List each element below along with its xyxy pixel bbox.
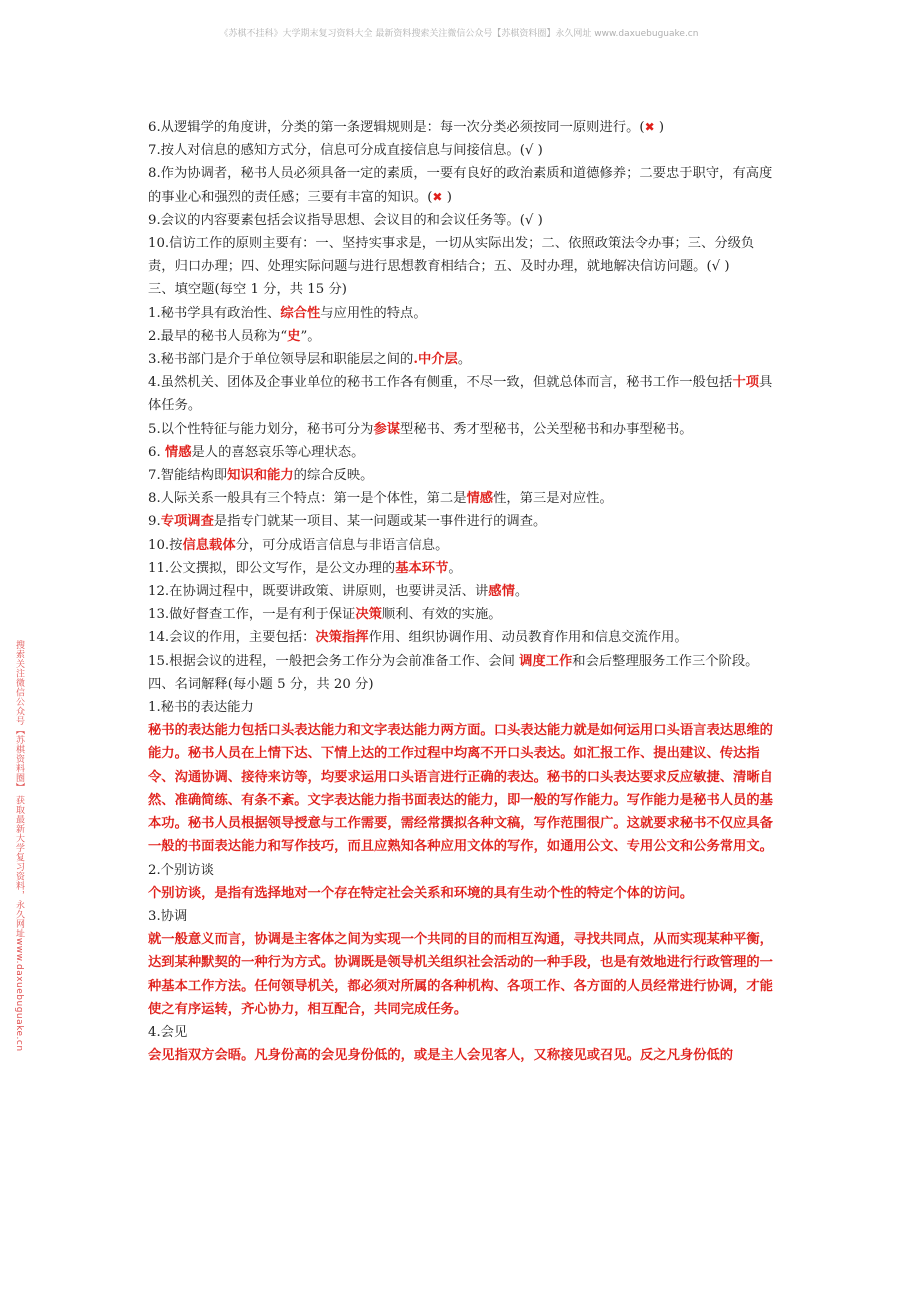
fill-item: 9.专项调查是指专门就某一项目、某一问题或某一事件进行的调查。 (148, 514, 547, 530)
fill-item: 11.公文撰拟，即公文写作，是公文办理的基本环节。 (148, 560, 462, 576)
term-answer: 个别访谈，是指有选择地对一个存在特定社会关系和环境的具有生动个性的特定个体的访问。 (148, 885, 694, 901)
fill-item: 7.智能结构即知识和能力的综合反映。 (148, 468, 374, 484)
term-question: 1.秘书的表达能力 (148, 700, 254, 716)
judge-item: 8.作为协调者，秘书人员必须具备一定的素质，一要有良好的政治素质和道德修养；二要忠于职守，有高度的事业心和强烈的责任感；三要有丰富的知识。(✖ ) (148, 166, 773, 205)
fill-item: 4.虽然机关、团体及企事业单位的秘书工作各有侧重，不尽一致，但就总体而言，秘书工作一般包括十项具体任务。 (148, 375, 773, 414)
term-question: 4.会见 (148, 1024, 188, 1040)
fill-item: 10.按信息载体分，可分成语言信息与非语言信息。 (148, 537, 449, 553)
section-heading: 三、填空题(每空 1 分，共 15 分) (148, 282, 347, 298)
term-answer: 秘书的表达能力包括口头表达能力和文字表达能力两方面。口头表达能力就是如何运用口头语言表达思维的能力。秘书人员在上情下达、下情上达的工作过程中均离不开口头表达。如汇报工作、提出建议、传达指令、沟通协调、接待来访等，均要求运用口头语言进行正确的表达。秘书的口头表达要求反应敏捷、清晰自然、准确简练、有条不紊。文字表达能力指书面表达的能力，即一般的写作能力。写作能力是秘书人员的基本功。秘书人员根据领导授意与工作需要，需经常撰拟各种文稿，写作范围很广。这就要求秘书不仅应具备一般的书面表达能力和写作技巧，而且应熟知各种应用文体的写作，如通用公文、专用公文和公务常用文。 (148, 723, 773, 855)
wrong-mark-icon: ✖ (432, 189, 443, 204)
judge-item: 9.会议的内容要素包括会议指导思想、会议目的和会议任务等。(√ ) (148, 212, 543, 228)
judge-item: 7.按人对信息的感知方式分，信息可分成直接信息与间接信息。(√ ) (148, 143, 543, 159)
fill-item: 3.秘书部门是介于单位领导层和职能层之间的.中介层。 (148, 352, 472, 368)
fill-item: 2.最早的秘书人员称为“史”。 (148, 328, 321, 344)
fill-item: 5.以个性特征与能力划分，秘书可分为参谋型秘书、秀才型秘书，公关型秘书和办事型秘书。 (148, 421, 693, 437)
fill-item: 15.根据会议的进程，一般把会务工作分为会前准备工作、会间 调度工作和会后整理服务工作三个阶段。 (148, 653, 759, 669)
section-heading: 四、名词解释(每小题 5 分，共 20 分) (148, 676, 374, 692)
term-question: 3.协调 (148, 908, 188, 924)
fill-item: 6. 情感是人的喜怒哀乐等心理状态。 (148, 444, 365, 460)
judge-item: 6.从逻辑学的角度讲，分类的第一条逻辑规则是：每一次分类必须按同一原则进行。(✖ ) (148, 120, 665, 135)
term-answer: 会见指双方会晤。凡身份高的会见身份低的，或是主人会见客人，又称接见或召见。反之凡身份低的 (148, 1048, 734, 1064)
wrong-mark-icon: ✖ (644, 120, 655, 134)
term-answer: 就一般意义而言，协调是主客体之间为实现一个共同的目的而相互沟通，寻找共同点，从而实现某种平衡，达到某种默契的一种行为方式。协调既是领导机关组织社会活动的一种手段，也是有效地进行行政管理的一种基本工作方法。任何领导机关，都必须对所属的各种机构、各项工作、各方面的人员经常进行协调，才能使之有序运转，齐心协力，相互配合，共同完成任务。 (148, 932, 773, 1017)
side-watermark: 搜索关注微信公众号【苏棋资料圈】 获取最新大学复习资料，永久网址www.daxuebuguake.cn (14, 640, 24, 1052)
fill-item: 1.秘书学具有政治性、综合性与应用性的特点。 (148, 305, 427, 321)
fill-item: 12.在协调过程中，既要讲政策、讲原则，也要讲灵活、讲感情。 (148, 584, 529, 600)
judge-item: 10.信访工作的原则主要有：一、坚持实事求是，一切从实际出发；二、依照政策法令办事；三、分级负责，归口办理；四、处理实际问题与进行思想教育相结合；五、及时办理，就地解决信访问题。(√ ) (148, 236, 755, 275)
fill-item: 14.会议的作用，主要包括：决策指挥作用、组织协调作用、动员教育作用和信息交流作用。 (148, 630, 688, 646)
term-question: 2.个别访谈 (148, 862, 214, 878)
document-body (148, 116, 780, 1067)
fill-item: 13.做好督查工作，一是有利于保证决策顺利、有效的实施。 (148, 607, 502, 623)
fill-item: 8.人际关系一般具有三个特点：第一是个体性，第二是情感性，第三是对应性。 (148, 491, 613, 507)
page-header-watermark: 《苏棋不挂科》大学期末复习资料大全 最新资料搜索关注微信公众号【苏棋资料圈】永久网址 www.daxuebuguake.cn (219, 29, 699, 39)
